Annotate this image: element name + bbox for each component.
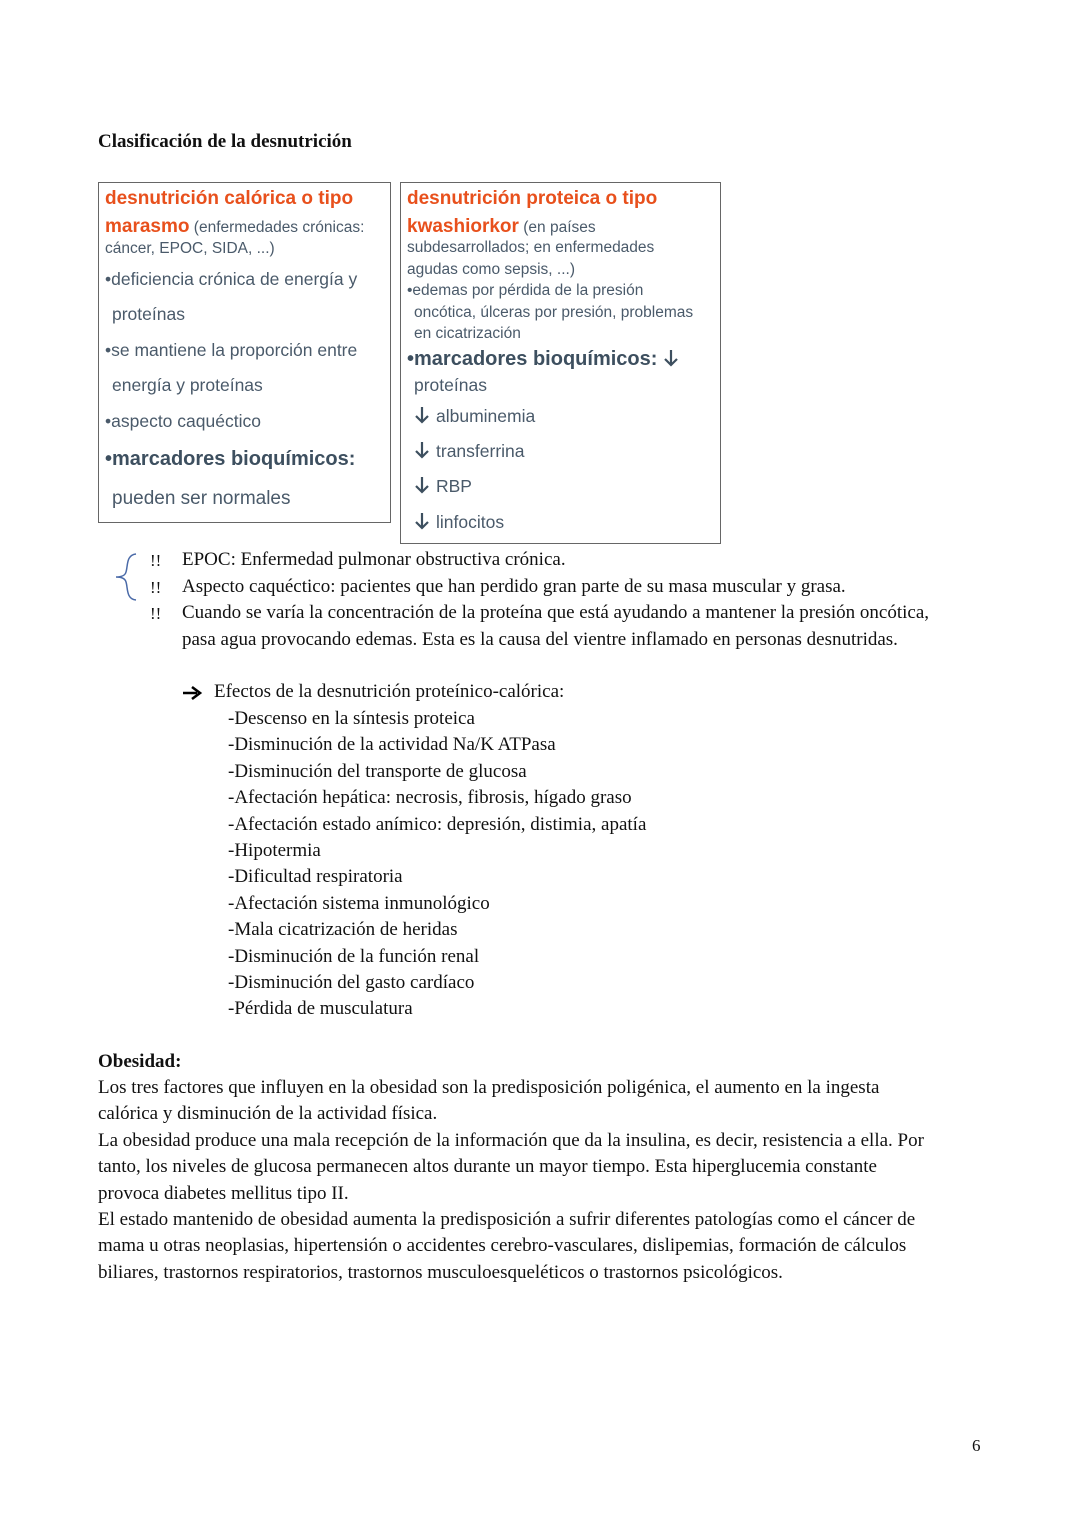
note-line: pasa agua provocando edemas. Esta es la causa del vientre inflamado en personas desnutridas. bbox=[182, 629, 898, 650]
exclamation-mark: !! bbox=[150, 604, 162, 623]
obesity-line: provoca diabetes mellitus tipo II. bbox=[98, 1182, 349, 1204]
page-number: 6 bbox=[972, 1436, 981, 1455]
marasmo-item: •se mantiene la proporción entre bbox=[105, 340, 358, 360]
obesity-line: mama u otras neoplasias, hipertensión o accidentes cerebro-vasculares, dislipemias, formación de cálculos bbox=[98, 1235, 907, 1257]
kwashiorkor-proteins: proteínas bbox=[414, 375, 487, 395]
kwashiorkor-heading-line4: agudas como sepsis, ...) bbox=[407, 261, 575, 278]
effect-item: -Afectación estado anímico: depresión, distimia, apatía bbox=[228, 813, 647, 835]
section-title: Clasificación de la desnutrición bbox=[98, 131, 352, 152]
note-line: EPOC: Enfermedad pulmonar obstructiva crónica. bbox=[182, 549, 566, 570]
effect-item: -Pérdida de musculatura bbox=[228, 998, 413, 1020]
obesity-line: Los tres factores que influyen en la obesidad son la predisposición poligénica, el aumento en la ingesta bbox=[98, 1077, 880, 1098]
marasmo-item: •deficiencia crónica de energía y bbox=[105, 269, 358, 289]
marasmo-markers-label: •marcadores bioquímicos: bbox=[105, 448, 356, 470]
kwashiorkor-heading: desnutrición proteica o tipo bbox=[407, 188, 658, 209]
obesity-heading: Obesidad: bbox=[98, 1051, 182, 1072]
obesity-line: biliares, trastornos respiratorios, trastornos musculoesqueléticos o trastornos psicológicos. bbox=[98, 1261, 783, 1283]
marasmo-heading-line3: cáncer, EPOC, SIDA, ...) bbox=[105, 240, 275, 257]
down-arrow-icon bbox=[414, 441, 430, 459]
effects-heading: Efectos de la desnutrición proteínico-calórica: bbox=[214, 681, 565, 702]
marasmo-heading: desnutrición calórica o tipo bbox=[105, 188, 354, 209]
kwashiorkor-markers-label: •marcadores bioquímicos: bbox=[407, 348, 679, 371]
effect-item: -Afectación sistema inmunológico bbox=[228, 892, 490, 914]
effect-item: -Disminución del transporte de glucosa bbox=[228, 760, 527, 782]
effect-item: -Mala cicatrización de heridas bbox=[228, 919, 458, 941]
down-arrow-icon bbox=[414, 476, 430, 494]
obesity-line: tanto, los niveles de glucosa permanecen altos durante un mayor tiempo. Esta hiperglucemia constante bbox=[98, 1156, 877, 1178]
edema-line: oncótica, úlceras por presión, problemas bbox=[414, 304, 694, 321]
edema-line: en cicatrización bbox=[414, 325, 521, 342]
kwashiorkor-box bbox=[400, 182, 721, 544]
marasmo-item: •aspecto caquéctico bbox=[105, 411, 261, 431]
marker-item: linfocitos bbox=[414, 512, 504, 533]
kwashiorkor-heading-line2: kwashiorkor (en países bbox=[407, 216, 596, 237]
marasmo-item: proteínas bbox=[112, 304, 185, 324]
obesity-line: calórica y disminución de la actividad física. bbox=[98, 1103, 438, 1125]
marasmo-box bbox=[98, 182, 391, 523]
marker-item: albuminemia bbox=[414, 406, 535, 427]
exclamation-mark: !! bbox=[150, 578, 162, 597]
marasmo-markers-value: pueden ser normales bbox=[112, 488, 291, 509]
effect-item: -Disminución de la actividad Na/K ATPasa bbox=[228, 734, 556, 756]
marasmo-item: energía y proteínas bbox=[112, 375, 263, 395]
curly-brace-icon bbox=[112, 552, 142, 602]
effect-item: -Dificultad respiratoria bbox=[228, 866, 403, 888]
down-arrow-icon bbox=[414, 406, 430, 424]
effect-item: -Descenso en la síntesis proteica bbox=[228, 708, 475, 729]
down-arrow-icon bbox=[663, 349, 679, 367]
marker-item: RBP bbox=[414, 476, 472, 497]
marker-item: transferrina bbox=[414, 441, 525, 462]
marasmo-heading-line2: marasmo (enfermedades crónicas: bbox=[105, 216, 365, 237]
edema-line: •edemas por pérdida de la presión bbox=[407, 282, 644, 299]
effect-item: -Disminución de la función renal bbox=[228, 945, 480, 967]
obesity-line: La obesidad produce una mala recepción de la información que da la insulina, es decir, resistencia a ella. Por bbox=[98, 1129, 924, 1151]
effect-item: -Afectación hepática: necrosis, fibrosis, hígado graso bbox=[228, 787, 632, 809]
note-line: Cuando se varía la concentración de la proteína que está ayudando a mantener la presión oncótica, bbox=[182, 602, 930, 623]
kwashiorkor-heading-line3: subdesarrollados; en enfermedades bbox=[407, 239, 655, 256]
exclamation-mark: !! bbox=[150, 551, 162, 570]
note-line: Aspecto caquéctico: pacientes que han perdido gran parte de su masa muscular y grasa. bbox=[182, 576, 846, 597]
obesity-line: El estado mantenido de obesidad aumenta la predisposición a sufrir diferentes patologías como el cáncer de bbox=[98, 1209, 916, 1230]
down-arrow-icon bbox=[414, 512, 430, 530]
right-arrow-icon bbox=[182, 685, 204, 701]
effect-item: -Hipotermia bbox=[228, 840, 321, 861]
effect-item: -Disminución del gasto cardíaco bbox=[228, 972, 475, 993]
